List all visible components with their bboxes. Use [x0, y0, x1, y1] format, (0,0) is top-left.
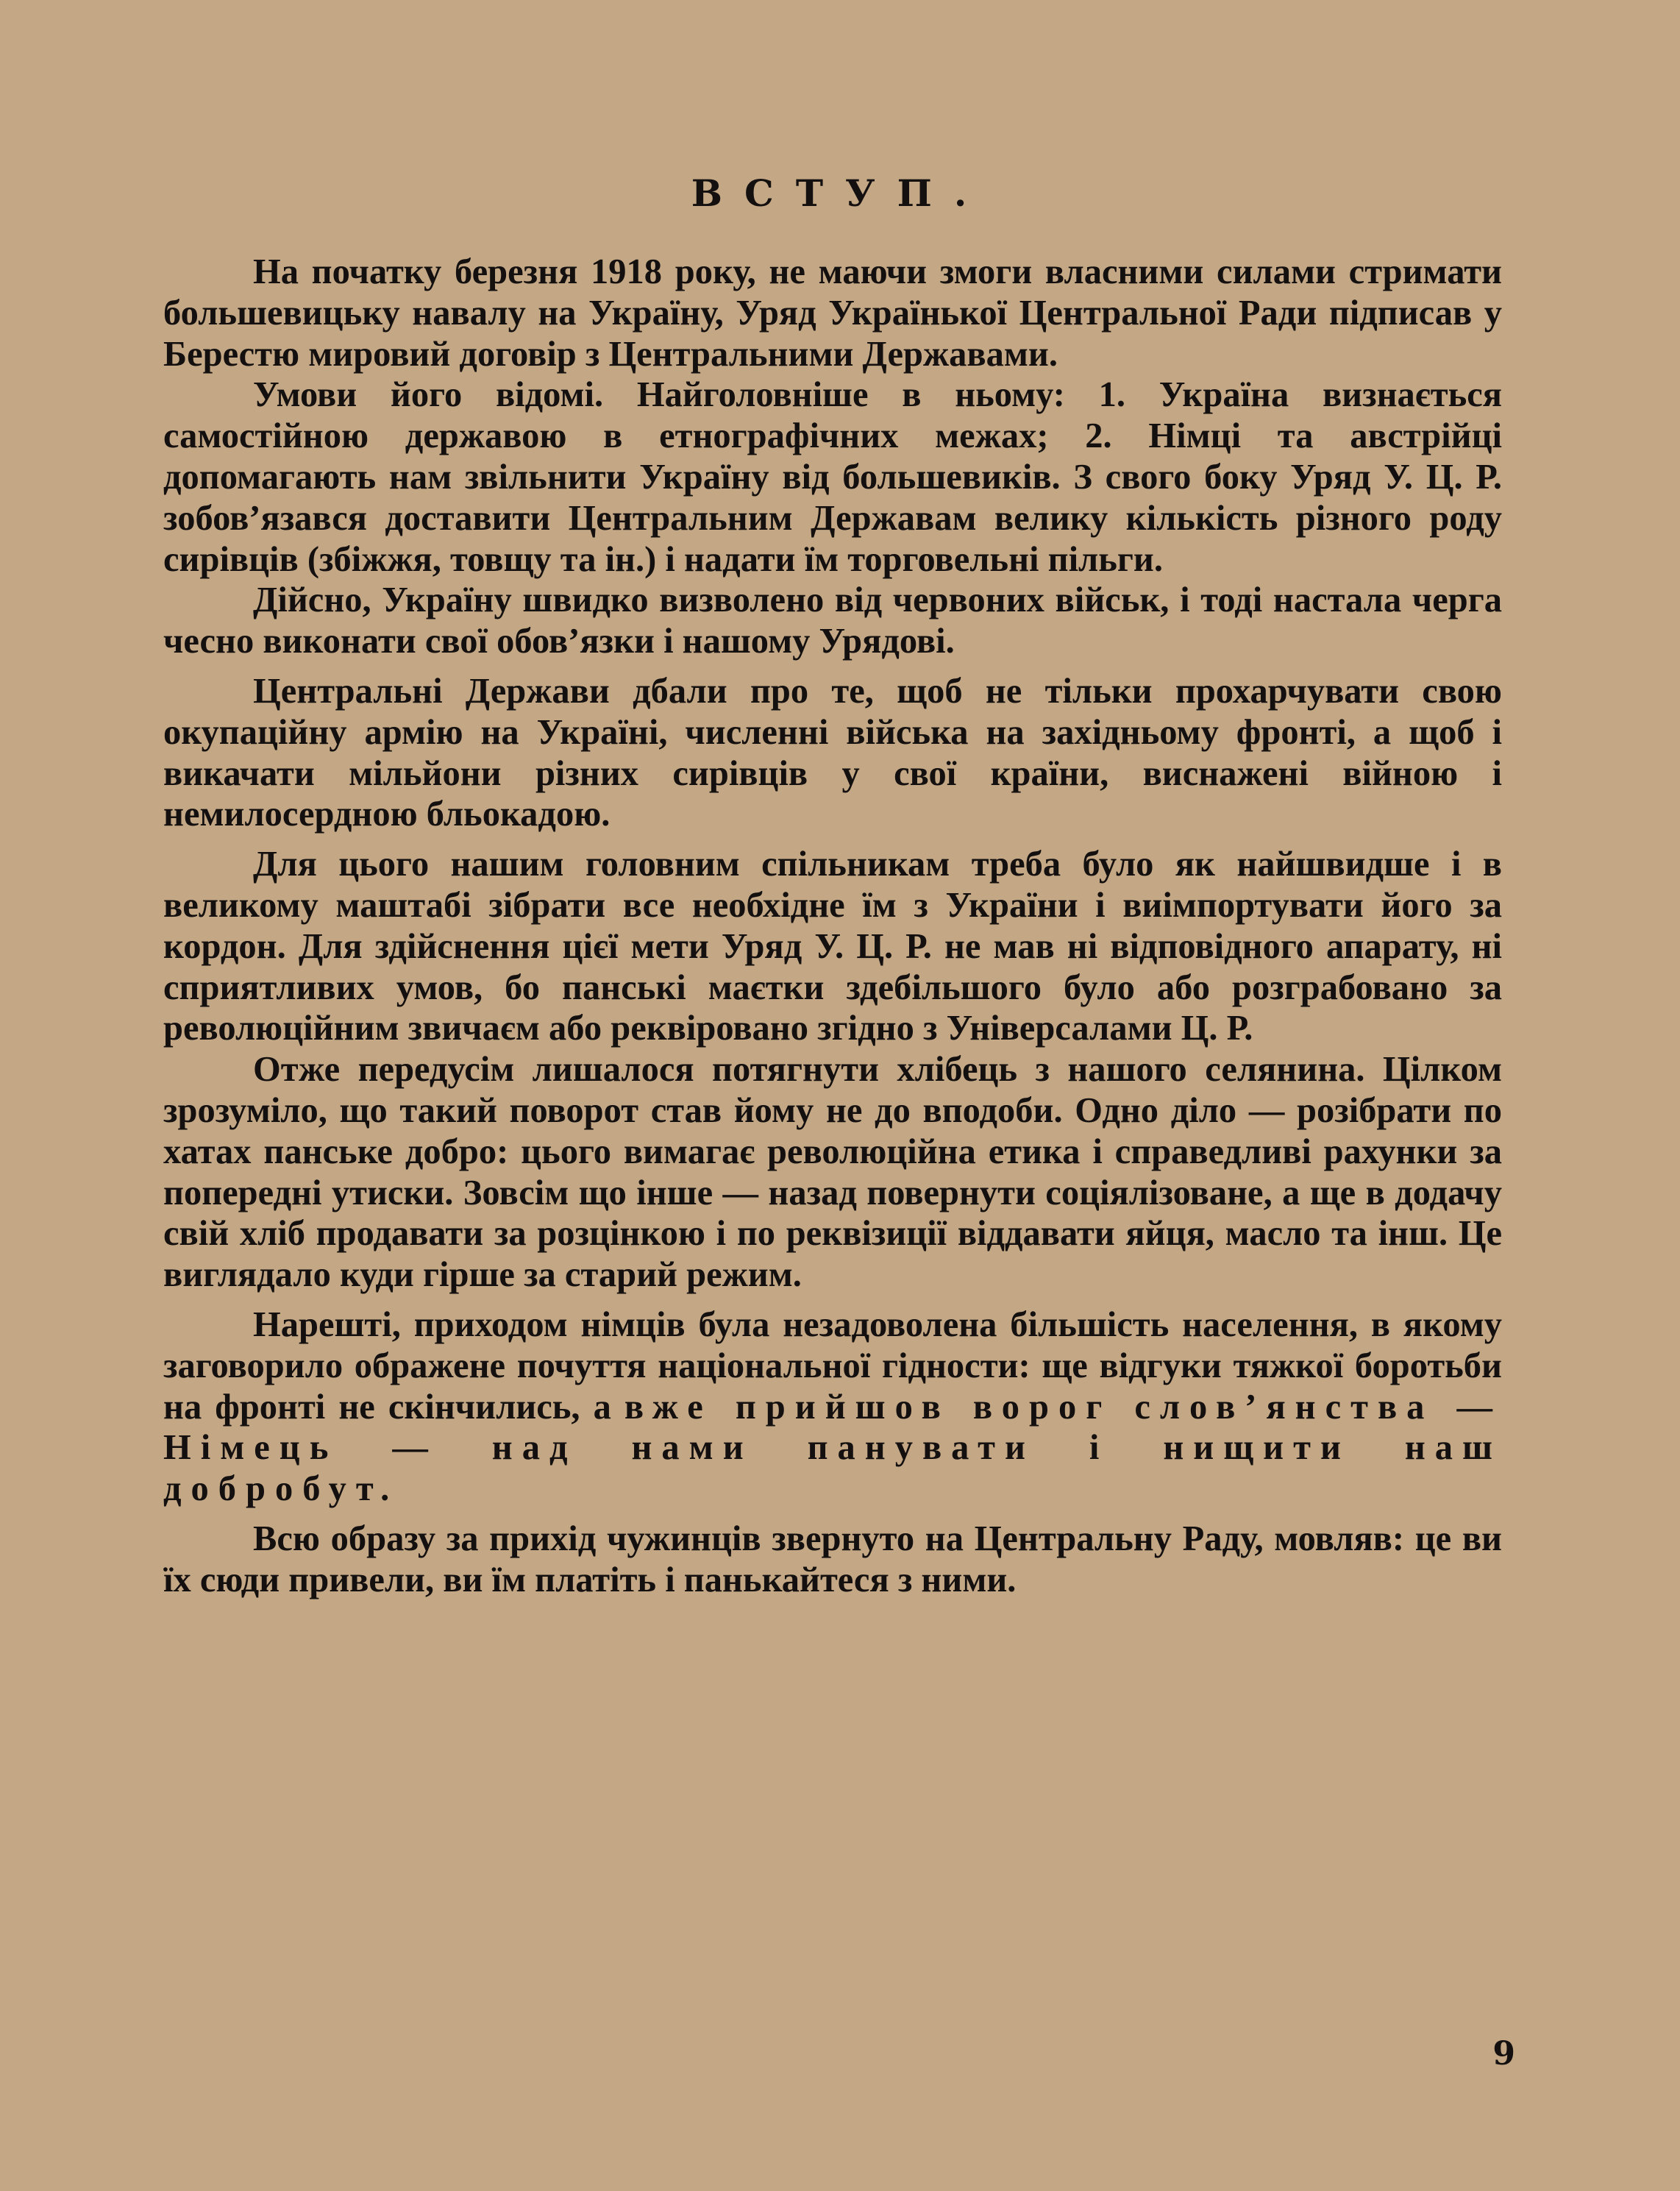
- paragraph-8: Всю образу за прихід чужинців звернуто на Центральну Раду, мовляв: це ви їх сюди привели, ви їм платіть і панькайтеся з ними.: [163, 1519, 1502, 1599]
- paragraph-4: Центральні Держави дбали про те, щоб не тільки прохарчувати свою окупаційну армію на Україні, численні війська на західньому фронті, а щоб і викачати мільйони різних сирівців у свої країни, виснажені війною і немилосердною бльокадою.: [163, 671, 1502, 834]
- chapter-title: ВСТУП.: [691, 171, 989, 215]
- page-number: 9: [1492, 2035, 1515, 2073]
- paragraph-7-spaced-text: вже прийшов ворог слов’янства — Німець — над нами панувати і нищити наш добробут.: [163, 1387, 1502, 1509]
- paragraph-1: На початку березня 1918 року, не маючи змоги власними силами стримати большевицьку навалу на Україну, Уряд Українької Центральної Ради підписав у Берестю мировий договір з Центральними Державами.: [163, 252, 1502, 374]
- paragraph-5: Для цього нашим головним спільникам треба було як найшвидше і в великому маштабі зібрати все необхідне їм з України і виімпортувати його за кордон. Для здійснення цієї мети Уряд У. Ц. Р. не мав ні відповідного апарату, ні сприятливих умов, бо панські маєтки здебільшого було або розграбовано за революційним звичаєм або реквіровано згідно з Універсалами Ц. Р.: [163, 845, 1502, 1048]
- paragraph-2: Умови його відомі. Найголовніше в ньому: 1. Україна визнається самостійною державою в етнографічних межах; 2. Німці та австрійці допомагають нам звільнити Україну від большевиків. З свого боку Уряд У. Ц. Р. зобов’язався доставити Центральним Державам велику кількість різного роду сирівців (збіжжя, товщу та ін.) і надати їм торговельні пільги.: [163, 375, 1502, 579]
- paragraph-7-text: Нарешті, приходом німців була незадоволена більшість населення, в якому заговорило ображене почуття національної гідности: ще відгуки тяжкої боротьби на фронті не скінчились, а: [163, 1304, 1502, 1427]
- paragraph-7: [163, 1304, 1502, 1510]
- paragraph-6: Отже передусім лишалося потягнути хлібець з нашого селянина. Цілком зрозуміло, що такий поворот став йому не до вподоби. Одно діло — розібрати по хатах панське добро: цього вимагає революційна етика і справедливі рахунки за попередні утиски. Зовсім що інше — назад повернути соціялізоване, а ще в додачу свій хліб продавати за розцінкою і по реквізиції віддавати яйця, масло та інш. Це виглядало куди гірше за старий режим.: [163, 1050, 1502, 1295]
- paragraph-3: Дійсно, Україну швидко визволено від червоних військ, і тоді настала черга чесно виконати свої обов’язки і нашому Урядові.: [163, 580, 1502, 661]
- body-text: [163, 252, 1502, 1601]
